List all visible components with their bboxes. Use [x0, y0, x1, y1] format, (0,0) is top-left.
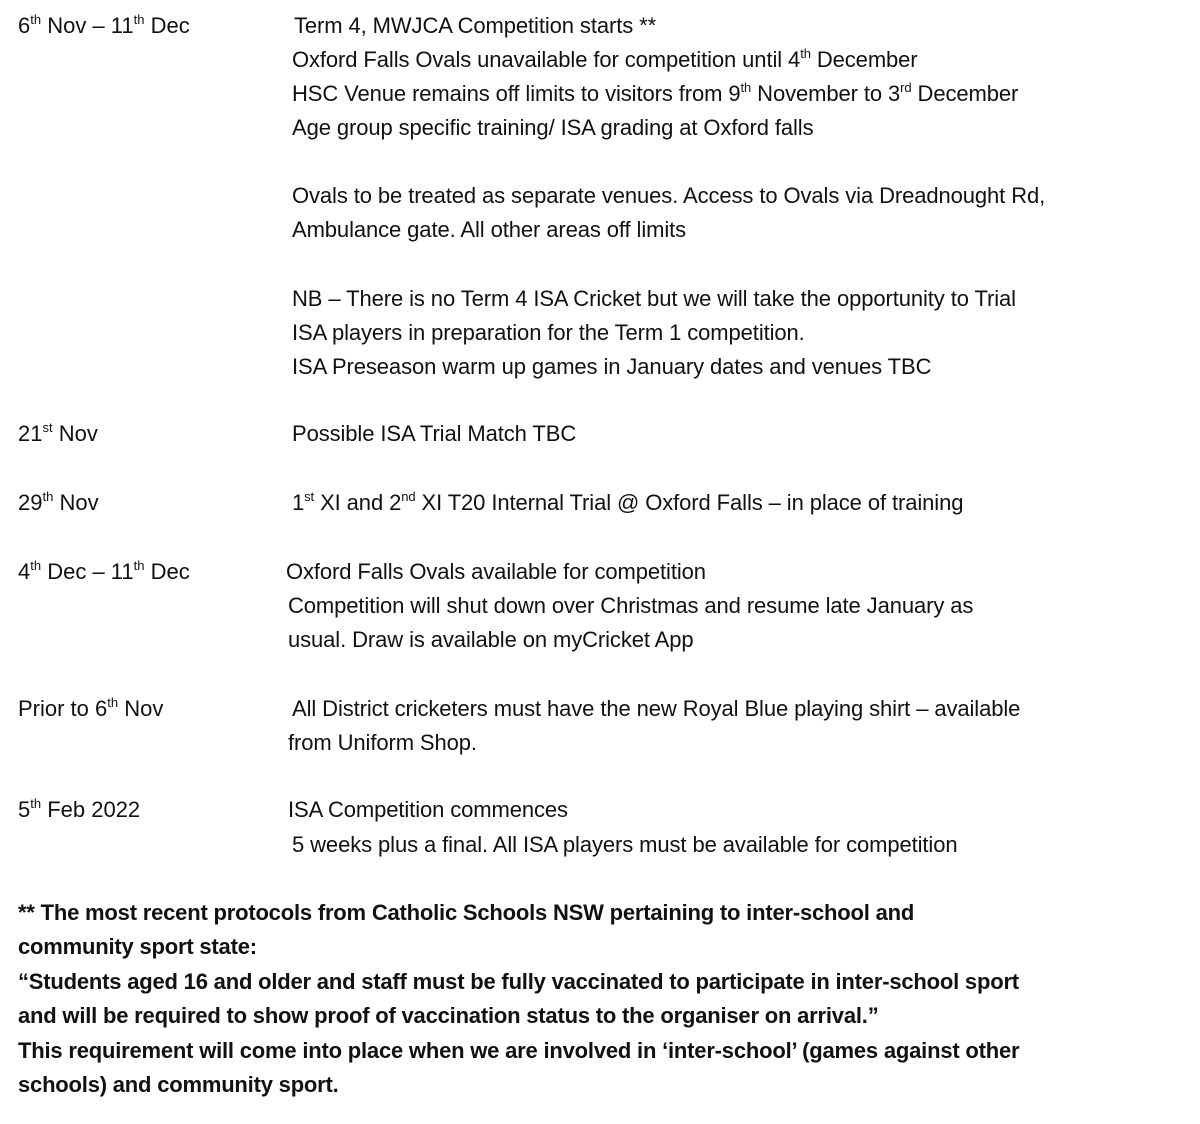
- text-draw-mycricket: usual. Draw is available on myCricket App: [288, 627, 694, 652]
- note-line-5: This requirement will come into place when we are involved in ‘inter-school’ (games against other: [18, 1038, 1020, 1063]
- text-nb-no-term4: NB – There is no Term 4 ISA Cricket but we will take the opportunity to Trial: [292, 286, 1016, 311]
- note-line-2: community sport state:: [18, 934, 257, 959]
- text-isa-commences: ISA Competition commences: [288, 797, 568, 822]
- text-five-weeks: 5 weeks plus a final. All ISA players must be available for competition: [292, 832, 958, 857]
- note-line-4: and will be required to show proof of vaccination status to the organiser on arrival.”: [18, 1003, 879, 1028]
- text-ambulance-gate: Ambulance gate. All other areas off limits: [292, 217, 687, 242]
- date-term4: 6th Nov – 11th Dec: [18, 12, 190, 38]
- date-29-nov: 29th Nov: [18, 489, 99, 515]
- text-ovals-available: Oxford Falls Ovals available for competition: [286, 559, 706, 584]
- text-isa-preparation: ISA players in preparation for the Term 1 competition.: [292, 320, 805, 345]
- note-line-1: ** The most recent protocols from Catholic Schools NSW pertaining to inter-school and: [18, 900, 915, 925]
- note-line-3: “Students aged 16 and older and staff must be fully vaccinated to participate in inter-school sport: [18, 969, 1019, 994]
- text-hsc-venue: HSC Venue remains off limits to visitors from 9th November to 3rd December: [292, 80, 1019, 106]
- date-4-dec: 4th Dec – 11th Dec: [18, 558, 190, 584]
- text-ovals-unavailable: Oxford Falls Ovals unavailable for competition until 4th December: [292, 46, 918, 72]
- text-uniform-shop: from Uniform Shop.: [288, 730, 477, 755]
- text-internal-trial: 1st XI and 2nd XI T20 Internal Trial @ Oxford Falls – in place of training: [292, 489, 964, 515]
- text-age-group-training: Age group specific training/ ISA grading at Oxford falls: [292, 115, 814, 140]
- note-line-6: schools) and community sport.: [18, 1072, 339, 1097]
- text-preseason-games: ISA Preseason warm up games in January dates and venues TBC: [292, 354, 932, 379]
- text-ovals-separate: Ovals to be treated as separate venues. Access to Ovals via Dreadnought Rd,: [292, 183, 1046, 208]
- text-royal-blue-shirt: All District cricketers must have the new Royal Blue playing shirt – available: [292, 696, 1021, 721]
- text-competition-starts: Term 4, MWJCA Competition starts **: [294, 13, 657, 38]
- date-5-feb-2022: 5th Feb 2022: [18, 796, 141, 822]
- date-prior-6-nov: Prior to 6th Nov: [18, 695, 164, 721]
- text-trial-match: Possible ISA Trial Match TBC: [292, 421, 577, 446]
- text-christmas-shutdown: Competition will shut down over Christmas and resume late January as: [288, 593, 974, 618]
- date-21-nov: 21st Nov: [18, 420, 98, 446]
